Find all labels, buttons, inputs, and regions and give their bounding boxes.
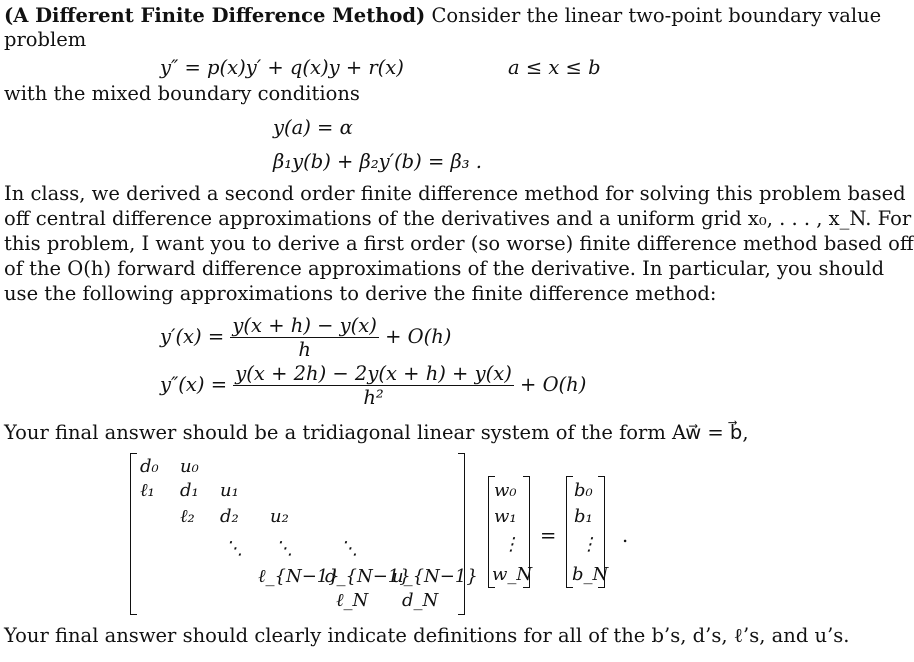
approx2-fraction <box>233 362 514 409</box>
matrix-cell: u₁ <box>220 480 239 501</box>
para-line-2: off central difference approximations of the derivatives and a uniform grid x₀, . . . , x_N. For <box>4 207 912 230</box>
matrix-cell: ℓ_{N−1} <box>258 566 340 587</box>
matrix-cell: d_{N−1} <box>325 566 411 587</box>
matrix-cell: d₁ <box>180 480 199 501</box>
approx1-lhs: y′(x) = <box>160 325 225 348</box>
ode-equation: y″ = p(x)y′ + q(x)y + r(x) <box>160 56 404 79</box>
system-period: . <box>622 524 629 547</box>
matrix-cell: u_{N−1} <box>392 566 478 587</box>
problem-title: (A Different Finite Difference Method) <box>4 4 426 27</box>
bc-right: β₁y(b) + β₂y′(b) = β₃ . <box>273 150 482 173</box>
final-instruction-1: Your final answer should be a tridiagonal linear system of the form Aw⃗ = b⃗, <box>4 421 749 444</box>
matrix-cell: ℓ₂ <box>180 506 195 527</box>
matrix-a-left-bracket <box>130 453 137 615</box>
matrix-cell: ⋱ <box>225 538 243 559</box>
approx-second-derivative <box>160 362 586 409</box>
matrix-cell: ⋱ <box>340 538 358 559</box>
matrix-cell: ℓ₁ <box>140 480 155 501</box>
vector-w-entry: w₁ <box>494 506 517 527</box>
approx1-rhs: + O(h) <box>385 325 452 348</box>
problem-intro-cont: problem <box>4 28 87 51</box>
approx1-fraction <box>230 314 379 361</box>
approx2-lhs: y″(x) = <box>160 373 228 396</box>
ode-domain: a ≤ x ≤ b <box>508 56 601 79</box>
vector-w-entry: ⋮ <box>502 534 520 555</box>
bc-intro: with the mixed boundary conditions <box>4 82 360 105</box>
para-line-4: of the O(h) forward difference approximations of the derivative. In particular, you should <box>4 257 885 280</box>
bc-left: y(a) = α <box>273 116 353 139</box>
para-line-5: use the following approximations to derive the finite difference method: <box>4 282 717 305</box>
vector-b-entry: b₁ <box>574 506 593 527</box>
problem-intro: Consider the linear two-point boundary value <box>425 4 882 27</box>
matrix-cell: d_N <box>402 590 439 611</box>
approx2-rhs: + O(h) <box>520 373 587 396</box>
para-line-3: this problem, I want you to derive a first order (so worse) finite difference method based off <box>4 232 914 255</box>
matrix-a-right-bracket <box>458 453 465 615</box>
matrix-cell: u₀ <box>180 456 199 477</box>
approx1-num: y(x + h) − y(x) <box>232 314 377 337</box>
vector-b-entry: b_N <box>572 564 609 585</box>
equals-sign: = <box>540 524 557 547</box>
matrix-cell: d₀ <box>140 456 159 477</box>
vector-b-entry: ⋮ <box>580 534 598 555</box>
matrix-cell: u₂ <box>270 506 289 527</box>
approx1-den: h <box>230 337 379 361</box>
vector-b-entry: b₀ <box>574 480 593 501</box>
vector-w-entry: w₀ <box>494 480 517 501</box>
para-line-1: In class, we derived a second order finite difference method for solving this problem based <box>4 182 906 205</box>
problem-heading <box>4 4 881 27</box>
approx2-den: h² <box>233 385 514 409</box>
approx2-num: y(x + 2h) − 2y(x + h) + y(x) <box>235 362 512 385</box>
matrix-cell: ℓ_N <box>336 590 369 611</box>
matrix-cell: ⋱ <box>275 538 293 559</box>
approx-first-derivative <box>160 314 451 361</box>
vector-w-entry: w_N <box>492 564 533 585</box>
final-instruction-2: Your final answer should clearly indicate definitions for all of the b’s, d’s, ℓ’s, and u’s. <box>4 624 850 647</box>
matrix-cell: d₂ <box>220 506 239 527</box>
